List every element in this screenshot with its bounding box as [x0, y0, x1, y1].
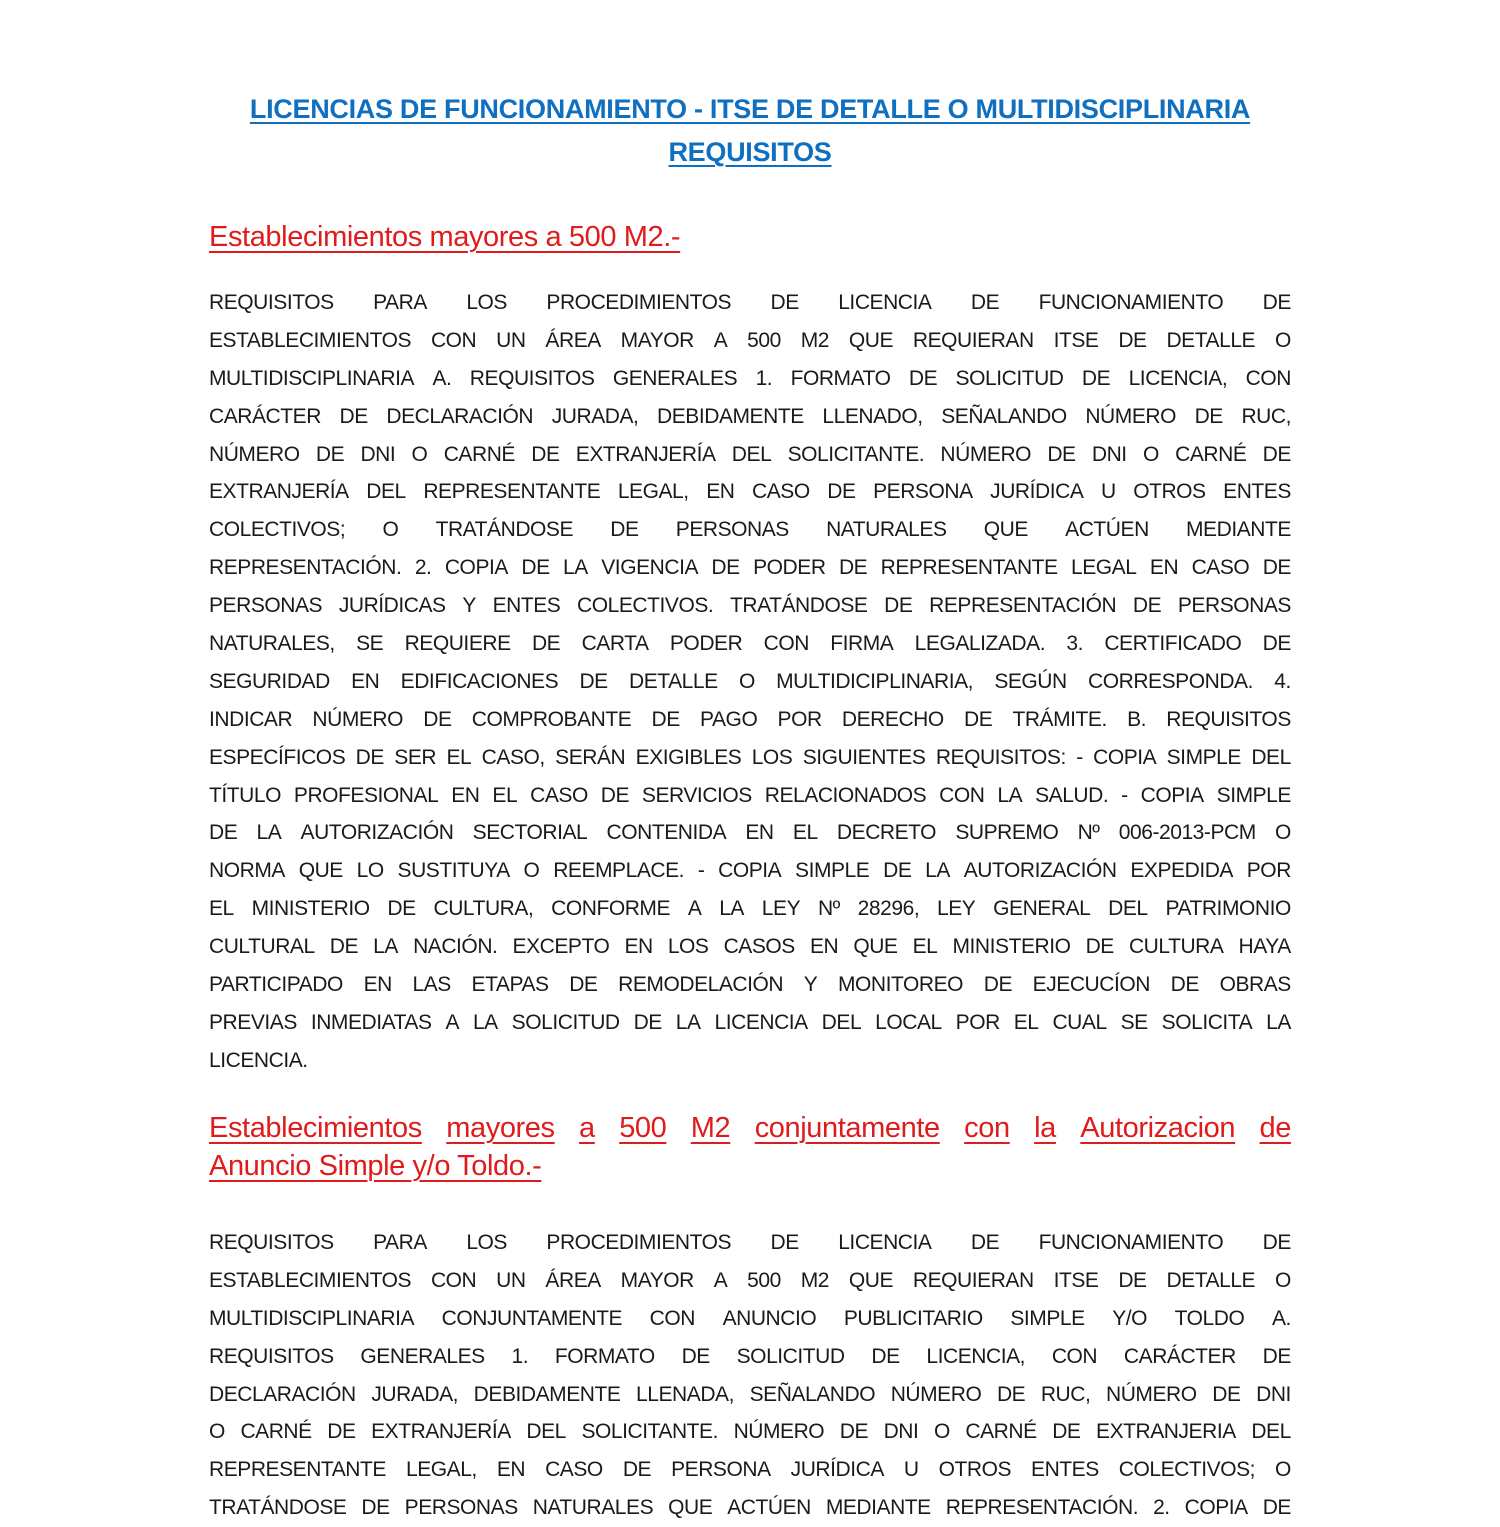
body-line: TÍTULO PROFESIONAL EN EL CASO DE SERVICIOS RELACIONADOS CON LA SALUD. - COPIA SIMPLE	[209, 783, 1291, 807]
title-line-2: REQUISITOS	[668, 137, 832, 167]
body-line: LICENCIA.	[209, 1048, 308, 1072]
body-line: NATURALES, SE REQUIERE DE CARTA PODER CON FIRMA LEGALIZADA. 3. CERTIFICADO DE	[209, 632, 1291, 656]
section-heading-1-line-1: Establecimientos mayores a 500 M2.-	[209, 221, 681, 253]
body-line: PARTICIPADO EN LAS ETAPAS DE REMODELACIÓN Y MONITOREO DE EJECUCÍON DE OBRAS	[209, 973, 1291, 997]
document-title	[209, 88, 1291, 174]
body-line: REQUISITOS GENERALES 1. FORMATO DE SOLICITUD DE LICENCIA, CON CARÁCTER DE	[209, 1344, 1291, 1368]
body-line: EXTRANJERÍA DEL REPRESENTANTE LEGAL, EN CASO DE PERSONA JURÍDICA U OTROS ENTES	[209, 480, 1291, 504]
body-line: ESPECÍFICOS DE SER EL CASO, SERÁN EXIGIBLES LOS SIGUIENTES REQUISITOS: - COPIA SIMPLE DEL	[209, 745, 1291, 769]
body-line: COLECTIVOS; O TRATÁNDOSE DE PERSONAS NATURALES QUE ACTÚEN MEDIANTE	[209, 518, 1291, 542]
body-line: DE LA AUTORIZACIÓN SECTORIAL CONTENIDA EN EL DECRETO SUPREMO Nº 006-2013-PCM O	[209, 821, 1291, 845]
section-body-1	[209, 284, 1291, 1080]
body-line: CARÁCTER DE DECLARACIÓN JURADA, DEBIDAMENTE LLENADO, SEÑALANDO NÚMERO DE RUC,	[209, 404, 1291, 428]
body-line: ESTABLECIMIENTOS CON UN ÁREA MAYOR A 500 M2 QUE REQUIERAN ITSE DE DETALLE O	[209, 328, 1291, 352]
body-line: NÚMERO DE DNI O CARNÉ DE EXTRANJERÍA DEL SOLICITANTE. NÚMERO DE DNI O CARNÉ DE	[209, 442, 1291, 466]
body-line: TRATÁNDOSE DE PERSONAS NATURALES QUE ACTÚEN MEDIANTE REPRESENTACIÓN. 2. COPIA DE	[209, 1496, 1291, 1520]
title-line-1: LICENCIAS DE FUNCIONAMIENTO - ITSE DE DETALLE O MULTIDISCIPLINARIA	[249, 94, 1251, 124]
body-line: EL MINISTERIO DE CULTURA, CONFORME A LA LEY Nº 28296, LEY GENERAL DEL PATRIMONIO	[209, 897, 1291, 921]
body-line: MULTIDISCIPLINARIA CONJUNTAMENTE CON ANUNCIO PUBLICITARIO SIMPLE Y/O TOLDO A.	[209, 1306, 1291, 1330]
body-line: REPRESENTANTE LEGAL, EN CASO DE PERSONA JURÍDICA U OTROS ENTES COLECTIVOS; O	[209, 1458, 1291, 1482]
body-line: NORMA QUE LO SUSTITUYA O REEMPLACE. - COPIA SIMPLE DE LA AUTORIZACIÓN EXPEDIDA POR	[209, 859, 1291, 883]
section-heading-2-line-2: Anuncio Simple y/o Toldo.-	[209, 1149, 542, 1182]
body-line: PREVIAS INMEDIATAS A LA SOLICITUD DE LA LICENCIA DEL LOCAL POR EL CUAL SE SOLICITA LA	[209, 1010, 1291, 1034]
section-heading-1	[209, 212, 1291, 262]
body-line: REPRESENTACIÓN. 2. COPIA DE LA VIGENCIA DE PODER DE REPRESENTANTE LEGAL EN CASO DE	[209, 556, 1291, 580]
body-line: INDICAR NÚMERO DE COMPROBANTE DE PAGO POR DERECHO DE TRÁMITE. B. REQUISITOS	[209, 707, 1291, 731]
body-line: CULTURAL DE LA NACIÓN. EXCEPTO EN LOS CASOS EN QUE EL MINISTERIO DE CULTURA HAYA	[209, 935, 1291, 959]
body-line: PERSONAS JURÍDICAS Y ENTES COLECTIVOS. TRATÁNDOSE DE REPRESENTACIÓN DE PERSONAS	[209, 594, 1291, 618]
body-line: REQUISITOS PARA LOS PROCEDIMIENTOS DE LICENCIA DE FUNCIONAMIENTO DE	[209, 1231, 1291, 1254]
section-body-2	[209, 1224, 1291, 1527]
body-line: MULTIDISCIPLINARIA A. REQUISITOS GENERALES 1. FORMATO DE SOLICITUD DE LICENCIA, CON	[209, 366, 1291, 390]
body-line: DECLARACIÓN JURADA, DEBIDAMENTE LLENADA, SEÑALANDO NÚMERO DE RUC, NÚMERO DE DNI	[209, 1382, 1291, 1406]
body-line: SEGURIDAD EN EDIFICACIONES DE DETALLE O MULTIDICIPLINARIA, SEGÚN CORRESPONDA. 4.	[209, 669, 1291, 693]
body-line: O CARNÉ DE EXTRANJERÍA DEL SOLICITANTE. NÚMERO DE DNI O CARNÉ DE EXTRANJERIA DEL	[209, 1420, 1291, 1444]
body-line: REQUISITOS PARA LOS PROCEDIMIENTOS DE LICENCIA DE FUNCIONAMIENTO DE	[209, 291, 1291, 314]
body-line: ESTABLECIMIENTOS CON UN ÁREA MAYOR A 500 M2 QUE REQUIERAN ITSE DE DETALLE O	[209, 1268, 1291, 1292]
section-heading-2: Establecimientos mayores a 500 M2 conjuntamente con la Autorizacion de Anuncio Simple y/o Toldo.-	[209, 1112, 1291, 1182]
